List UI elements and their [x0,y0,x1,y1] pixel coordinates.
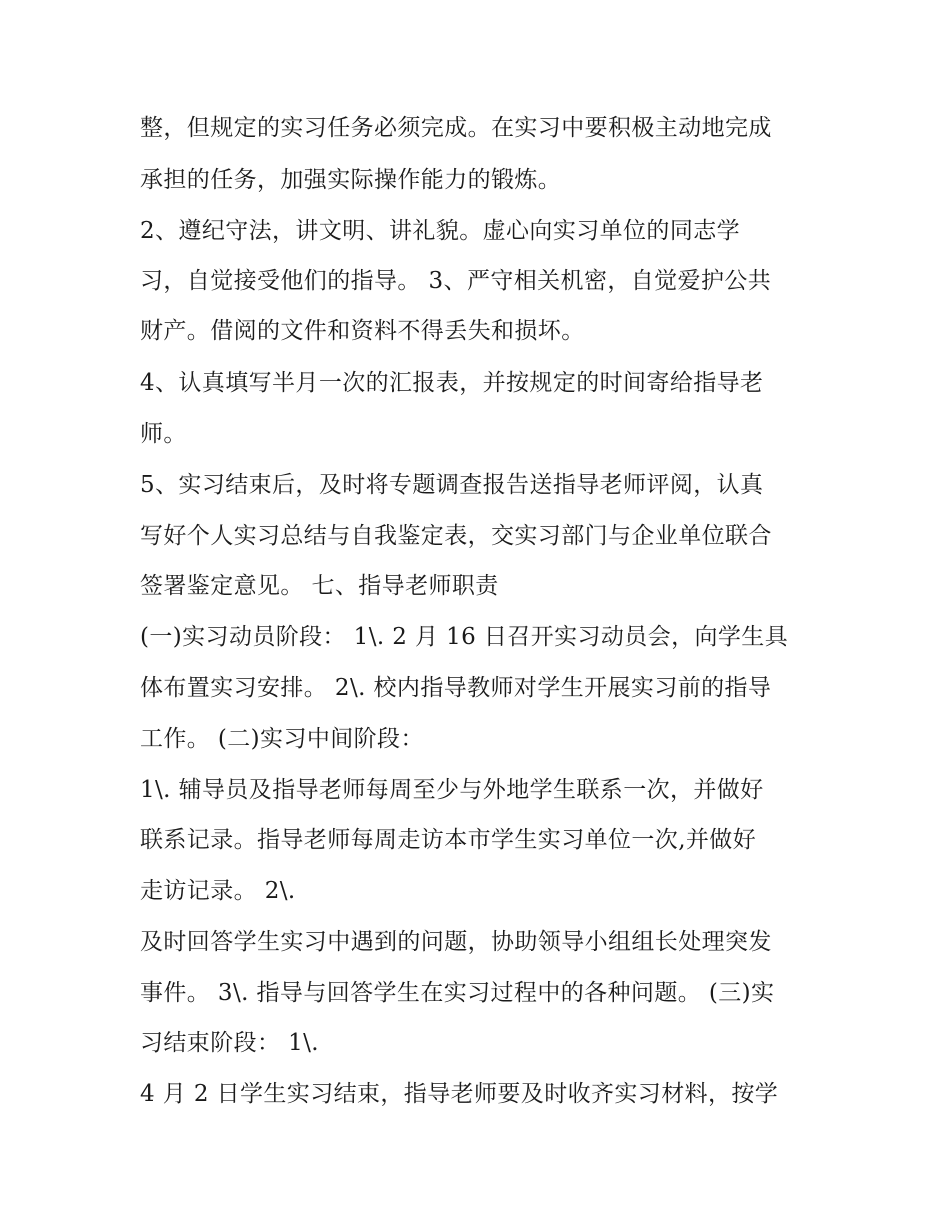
text-line: 签署鉴定意见。 七、指导老师职责 [140,573,499,599]
text-line: 体布置实习安排。 2\. 校内指导教师对学生开展实习前的指导 [140,675,772,701]
text-line: 1\. 辅导员及指导老师每周至少与外地学生联系一次，并做好 [140,777,764,803]
text-line: 工作。 (二)实习中间阶段： [140,726,424,752]
text-line: 整，但规定的实习任务必须完成。在实习中要积极主动地完成 [140,115,772,141]
text-line: 联系记录。指导老师每周走访本市学生实习单位一次,并做好 [140,827,757,853]
text-line: 4、认真填写半月一次的汇报表，并按规定的时间寄给指导老 [140,370,764,396]
text-line: 写好个人实习总结与自我鉴定表，交实习部门与企业单位联合 [140,523,772,549]
text-line: 承担的任务，加强实际操作能力的锻炼。 [140,167,562,193]
text-line: 师。 [140,421,187,447]
text-line: 5、实习结束后，及时将专题调查报告送指导老师评阅，认真 [140,472,764,498]
text-line: 习结束阶段： 1\. [140,1030,320,1056]
text-line: 2、遵纪守法，讲文明、讲礼貌。虚心向实习单位的同志学 [140,218,741,244]
text-line: (一)实习动员阶段： 1\. 2 月 16 日召开实习动员会，向学生具 [140,624,789,650]
text-line: 4 月 2 日学生实习结束，指导老师要及时收齐实习材料，按学 [140,1081,779,1107]
text-line: 财产。借阅的文件和资料不得丢失和损坏。 [140,318,585,344]
text-line: 事件。 3\. 指导与回答学生在实习过程中的各种问题。 (三)实 [140,980,775,1006]
text-line: 习，自觉接受他们的指导。 3、严守相关机密，自觉爱护公共 [140,268,772,294]
text-line: 走访记录。 2\. [140,878,296,904]
text-line: 及时回答学生实习中遇到的问题，协助领导小组组长处理突发 [140,929,772,955]
